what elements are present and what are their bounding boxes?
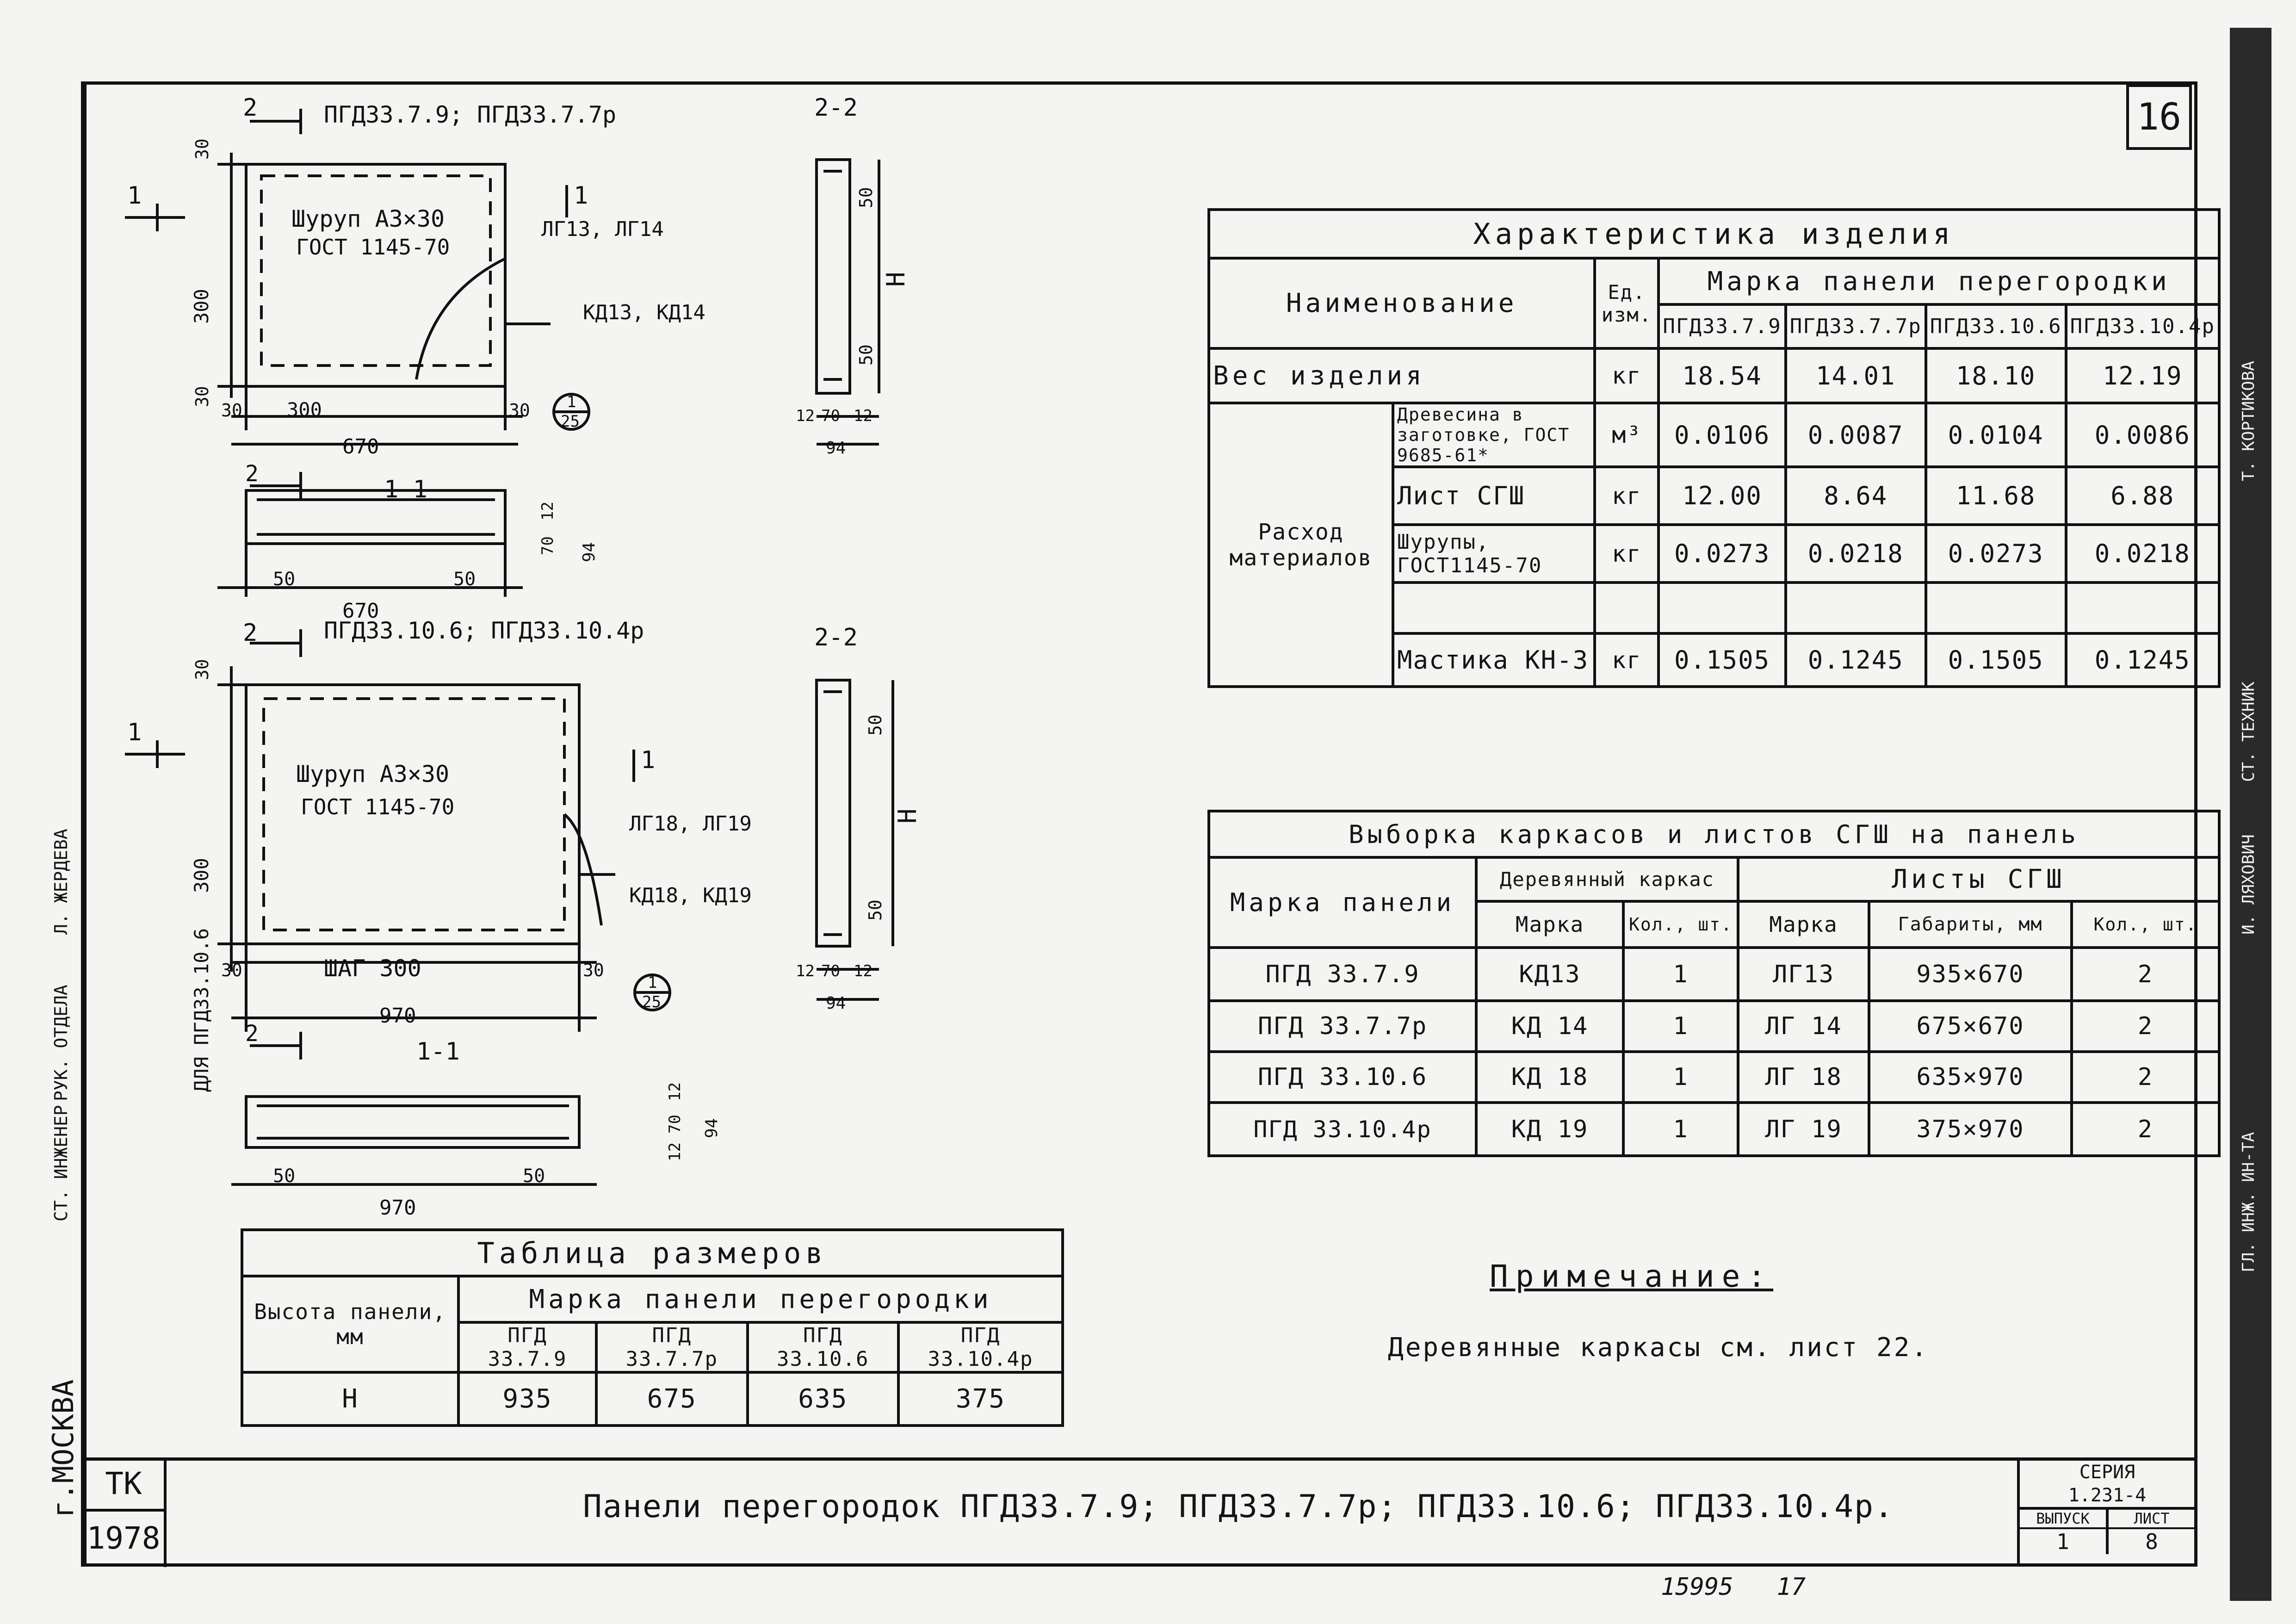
- lower-detail-top: 1: [648, 973, 657, 992]
- char-row3-unit: кг: [1595, 525, 1659, 583]
- right-role-2: ГЛ. ИНЖ. ИН-ТА: [2239, 1132, 2258, 1272]
- sel-row2-sqty: 2: [2072, 1001, 2219, 1052]
- upper-22-dim-H: H: [881, 272, 910, 287]
- year: 1978: [87, 1520, 161, 1556]
- cut-mark-1-left-lower: 1: [127, 719, 142, 746]
- lower-dim-970: 970: [379, 1004, 416, 1028]
- cut-mark-1-right-upper: 1: [574, 182, 588, 210]
- char-row4-v3: [1926, 583, 2066, 633]
- char-weight-unit: кг: [1595, 348, 1659, 403]
- sel-row3-frame: КД 18: [1476, 1052, 1623, 1103]
- upper-sec-dim-12-top: 12: [538, 502, 557, 521]
- char-row2-v1: 12.00: [1659, 467, 1785, 525]
- upper-22-dim-50-top: 50: [856, 187, 876, 208]
- size-value-3: 635: [748, 1372, 899, 1426]
- sel-row4-fqty: 1: [1623, 1103, 1738, 1156]
- size-mark-header: Марка панели перегородки: [458, 1276, 1063, 1322]
- sel-row4-size: 375×970: [1869, 1103, 2072, 1156]
- sel-row3-size: 635×970: [1869, 1052, 2072, 1103]
- char-table-title: Характеристика изделия: [1209, 210, 2219, 258]
- upper-22-dim-50-bottom: 50: [856, 344, 876, 366]
- char-row2-v4: 6.88: [2066, 467, 2219, 525]
- lower-sec-dim-70: 70: [666, 1115, 684, 1134]
- selection-title: Выборка каркасов и листов СГШ на панель: [1209, 811, 2219, 857]
- char-row5-v2: 0.1245: [1786, 633, 1926, 687]
- char-unit-header: Ед. изм.: [1595, 258, 1659, 348]
- lower-lg-label: ЛГ18, ЛГ19: [629, 812, 752, 836]
- lower-section-2-2: 2-2: [814, 624, 858, 651]
- upper-dim-30-top: 30: [192, 138, 212, 160]
- selection-frame-qty-sub: Кол., шт.: [1623, 901, 1738, 948]
- sel-row2-panel: ПГД 33.7.7р: [1209, 1001, 1476, 1052]
- char-row5-name: Мастика КН-3: [1393, 633, 1595, 687]
- char-weight-v2: 14.01: [1786, 348, 1926, 403]
- selection-sheet-qty-sub: Кол., шт.: [2072, 901, 2219, 948]
- drawing-title: Панели перегородок ПГД33.7.9; ПГД33.7.7р; ПГД33.10.6; ПГД33.10.4р.: [583, 1488, 1894, 1525]
- upper-sec-dim-50-right: 50: [453, 569, 476, 590]
- lower-screw-label: Шуруп А3×30: [296, 761, 450, 787]
- upper-22-dim-12-left: 12: [796, 407, 815, 425]
- lower-22-dim-94: 94: [826, 994, 846, 1013]
- lower-sec-dim-50-left: 50: [273, 1165, 296, 1187]
- upper-22-dim-94: 94: [826, 439, 846, 458]
- size-height-header: Высота панели, мм: [242, 1276, 458, 1372]
- panel-drawings: [0, 0, 1110, 1249]
- lower-22-dim-50-top: 50: [865, 714, 885, 736]
- char-weight-v3: 18.10: [1926, 348, 2066, 403]
- lower-screw-gost: ГОСТ 1145-70: [301, 794, 455, 819]
- size-value-1: 935: [458, 1372, 596, 1426]
- char-row2-v2: 8.64: [1786, 467, 1926, 525]
- upper-screw-label: Шуруп А3×30: [291, 205, 445, 232]
- selection-table: [1207, 810, 2221, 1157]
- char-weight-label: Вес изделия: [1209, 348, 1595, 403]
- sel-row1-sheet: ЛГ13: [1738, 948, 1869, 1001]
- cut-mark-1-right-lower: 1: [641, 746, 656, 774]
- sheet-label: ЛИСТ: [2109, 1510, 2195, 1529]
- upper-dim-30-right: 30: [509, 400, 530, 421]
- sel-row4-frame: КД 19: [1476, 1103, 1623, 1156]
- upper-sec-dim-670: 670: [342, 599, 379, 623]
- selection-sheets-header: Листы СГШ: [1738, 857, 2219, 901]
- left-role-engineer: СТ. ИНЖЕНЕР: [51, 1105, 71, 1221]
- char-row2-v3: 11.68: [1926, 467, 2066, 525]
- lower-cut-2-section: 2: [245, 1021, 259, 1047]
- lower-for-note: ДЛЯ ПГД33.10.6: [190, 928, 213, 1092]
- sel-row2-size: 675×670: [1869, 1001, 2072, 1052]
- lower-dim-30-right: 30: [583, 960, 604, 980]
- upper-screw-gost: ГОСТ 1145-70: [296, 235, 450, 260]
- char-weight-v4: 12.19: [2066, 348, 2219, 403]
- upper-dim-670: 670: [342, 435, 379, 459]
- binding-strip: [2230, 28, 2271, 1601]
- sel-row3-sqty: 2: [2072, 1052, 2219, 1103]
- sel-row4-sheet: ЛГ 19: [1738, 1103, 1869, 1156]
- char-row2-name: Лист СГШ: [1393, 467, 1595, 525]
- sel-row3-panel: ПГД 33.10.6: [1209, 1052, 1476, 1103]
- upper-lg-label: ЛГ13, ЛГ14: [541, 217, 664, 241]
- lower-kd-label: КД18, КД19: [629, 884, 752, 907]
- sel-row4-sqty: 2: [2072, 1103, 2219, 1156]
- org-code: ТК: [105, 1466, 142, 1501]
- lower-dim-30-top: 30: [192, 659, 212, 680]
- char-row4-name: [1393, 583, 1595, 633]
- sel-row3-fqty: 1: [1623, 1052, 1738, 1103]
- lower-sec-dim-94: 94: [702, 1118, 721, 1138]
- upper-section-2-2: 2-2: [814, 94, 858, 122]
- char-row3-v1: 0.0273: [1659, 525, 1785, 583]
- size-value-2: 675: [596, 1372, 748, 1426]
- series-value: 1.231-4: [2020, 1484, 2195, 1510]
- selection-frame-header: Деревянный каркас: [1476, 857, 1738, 901]
- lower-22-dim-12-right: 12: [854, 962, 873, 980]
- char-row4-v4: [2066, 583, 2219, 633]
- selection-sheet-mark-sub: Марка: [1738, 901, 1869, 948]
- size-mark-3: ПГД 33.10.6: [748, 1322, 899, 1372]
- lower-22-dim-H: H: [893, 808, 922, 824]
- title-block: [83, 1457, 2197, 1567]
- cut-mark-2-lower: 2: [243, 619, 258, 647]
- lower-panel-mark: ПГД33.10.6; ПГД33.10.4р: [324, 617, 644, 644]
- city-label: г.МОСКВА: [46, 1379, 80, 1518]
- lower-22-dim-50-bottom: 50: [865, 899, 885, 921]
- upper-sec-dim-70: 70: [538, 536, 557, 555]
- series-label: СЕРИЯ: [2079, 1462, 2135, 1483]
- char-mark-4: ПГД33.10.4р: [2066, 304, 2219, 348]
- selection-size-sub: Габариты, мм: [1869, 901, 2072, 948]
- char-row1-v4: 0.0086: [2066, 403, 2219, 467]
- char-row1-v2: 0.0087: [1786, 403, 1926, 467]
- size-mark-2: ПГД 33.7.7р: [596, 1322, 748, 1372]
- char-row1-name: Древесина в заготовке, ГОСТ 9685-61*: [1393, 403, 1595, 467]
- size-table-title: Таблица размеров: [242, 1230, 1063, 1276]
- sel-row1-fqty: 1: [1623, 948, 1738, 1001]
- note-text: Деревянные каркасы см. лист 22.: [1388, 1333, 1929, 1363]
- char-row5-unit: кг: [1595, 633, 1659, 687]
- char-weight-v1: 18.54: [1659, 348, 1785, 403]
- selection-frame-mark-sub: Марка: [1476, 901, 1623, 948]
- char-row5-v1: 0.1505: [1659, 633, 1785, 687]
- left-role-chief: РУК. ОТДЕЛА: [51, 985, 71, 1101]
- char-row1-v3: 0.0104: [1926, 403, 2066, 467]
- char-mark-3: ПГД33.10.6: [1926, 304, 2066, 348]
- lower-detail-bottom: 25: [642, 993, 661, 1011]
- size-row-label: H: [242, 1372, 458, 1426]
- upper-sec-dim-50-left: 50: [273, 569, 296, 590]
- sheet-number: 16: [2126, 84, 2192, 150]
- stamp-number: 15995 17: [1661, 1573, 1806, 1601]
- characteristics-table: [1207, 208, 2221, 688]
- lower-dim-30-left: 30: [221, 960, 242, 980]
- upper-detail-bottom: 25: [561, 412, 580, 431]
- upper-kd-label: КД13, КД14: [583, 301, 706, 324]
- sel-row1-size: 935×670: [1869, 948, 2072, 1001]
- char-row3-name: Шурупы, ГОСТ1145-70: [1393, 525, 1595, 583]
- char-row3-v4: 0.0218: [2066, 525, 2219, 583]
- char-mark-2: ПГД33.7.7р: [1786, 304, 1926, 348]
- char-row1-v1: 0.0106: [1659, 403, 1785, 467]
- note-title: Примечание:: [1490, 1258, 1774, 1294]
- char-row4-unit: [1595, 583, 1659, 633]
- issue-label: ВЫПУСК: [2020, 1510, 2109, 1529]
- right-person-1: И. ЛЯХОВИЧ: [2239, 834, 2258, 935]
- upper-dim-30-left: 30: [221, 400, 242, 421]
- upper-dim-30-bottom: 30: [192, 386, 212, 407]
- lower-sec-dim-970: 970: [379, 1196, 416, 1220]
- right-role-tech: СТ. ТЕХНИК: [2239, 682, 2258, 782]
- upper-sec-dim-94: 94: [580, 542, 599, 562]
- char-name-header: Наименование: [1209, 258, 1595, 348]
- lower-sec-dim-50-right: 50: [523, 1165, 545, 1187]
- upper-cut-2-section: 2: [245, 461, 259, 487]
- left-person-name: Л. ЖЕРДЕВА: [51, 829, 71, 935]
- lower-section-1-1: 1-1: [416, 1038, 460, 1066]
- char-mark-header: Марка панели перегородки: [1659, 258, 2219, 304]
- lower-22-dim-70: 70: [821, 962, 840, 980]
- cut-mark-2-upper: 2: [243, 94, 258, 122]
- size-table: [241, 1228, 1064, 1427]
- lower-sec-dim-12-top: 12: [666, 1082, 684, 1101]
- upper-detail-top: 1: [567, 393, 576, 411]
- size-value-4: 375: [898, 1372, 1063, 1426]
- char-row5-v4: 0.1245: [2066, 633, 2219, 687]
- char-row3-v3: 0.0273: [1926, 525, 2066, 583]
- char-row5-v3: 0.1505: [1926, 633, 2066, 687]
- sheet-value: 8: [2145, 1529, 2158, 1554]
- sel-row2-fqty: 1: [1623, 1001, 1738, 1052]
- char-row3-v2: 0.0218: [1786, 525, 1926, 583]
- lower-step-300: ШАГ 300: [324, 955, 421, 982]
- lower-sec-dim-12-bottom: 12: [666, 1142, 684, 1161]
- upper-dim-300-bottom: 300: [287, 398, 322, 421]
- lower-22-dim-12-left: 12: [796, 962, 815, 980]
- sel-row3-sheet: ЛГ 18: [1738, 1052, 1869, 1103]
- char-row4-v2: [1786, 583, 1926, 633]
- sel-row2-frame: КД 14: [1476, 1001, 1623, 1052]
- upper-22-dim-12-right: 12: [854, 407, 873, 425]
- upper-section-1-1: 1-1: [384, 476, 427, 503]
- sel-row2-sheet: ЛГ 14: [1738, 1001, 1869, 1052]
- right-person-2: Т. КОРТИКОВА: [2239, 360, 2258, 481]
- series-box: [2017, 1461, 2195, 1567]
- sel-row4-panel: ПГД 33.10.4р: [1209, 1103, 1476, 1156]
- char-mark-1: ПГД33.7.9: [1659, 304, 1785, 348]
- cut-mark-1-left-upper: 1: [127, 182, 142, 210]
- upper-22-dim-70: 70: [821, 407, 840, 425]
- year-box: [83, 1512, 167, 1567]
- sel-row1-panel: ПГД 33.7.9: [1209, 948, 1476, 1001]
- issue-value: 1: [2020, 1529, 2109, 1554]
- char-row4-v1: [1659, 583, 1785, 633]
- org-code-box: [83, 1461, 167, 1512]
- sel-row1-sqty: 2: [2072, 948, 2219, 1001]
- size-mark-4: ПГД 33.10.4р: [898, 1322, 1063, 1372]
- upper-panel-mark: ПГД33.7.9; ПГД33.7.7р: [324, 101, 617, 128]
- selection-panel-header: Марка панели: [1209, 857, 1476, 948]
- size-mark-1: ПГД 33.7.9: [458, 1322, 596, 1372]
- sel-row1-frame: КД13: [1476, 948, 1623, 1001]
- char-row1-unit: м³: [1595, 403, 1659, 467]
- lower-dim-300: 300: [190, 858, 213, 893]
- char-consumption-label: Расход материалов: [1209, 403, 1393, 687]
- upper-dim-300: 300: [190, 289, 213, 324]
- char-row2-unit: кг: [1595, 467, 1659, 525]
